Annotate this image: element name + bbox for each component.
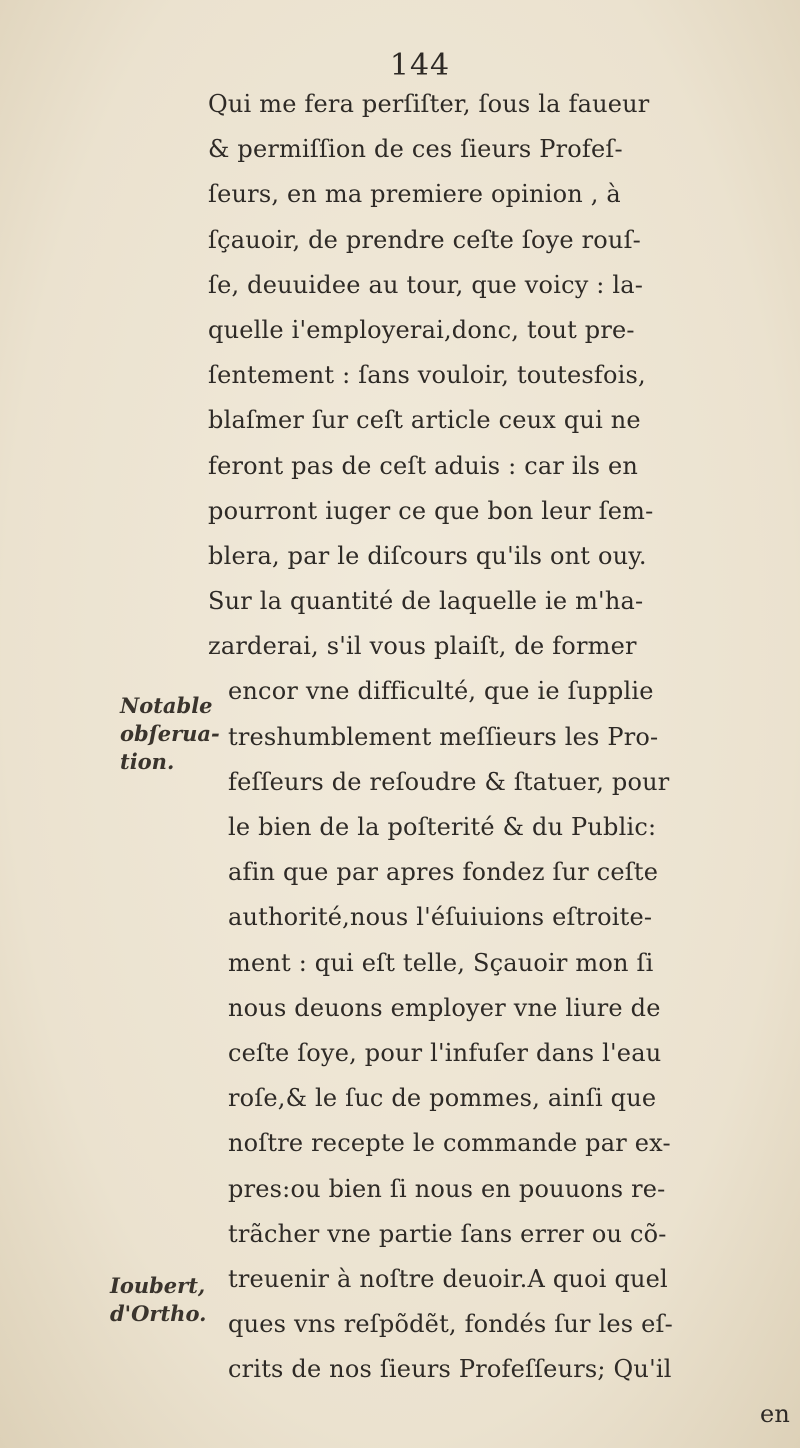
text-line: treuenir à noſtre deuoir.A quoi quel: [228, 1264, 668, 1293]
text-line: treshumblement meſſieurs les Pro-: [228, 722, 659, 751]
catchword: en: [759, 1400, 790, 1429]
text-line: noſtre recepte le commande par ex-: [228, 1129, 671, 1158]
margin-note-joubert: [110, 1272, 206, 1328]
body-text: [208, 82, 798, 1438]
margin-note-line: tion.: [120, 749, 175, 774]
text-line: ſçauoir, de prendre ceſte ſoye rouſ-: [208, 225, 641, 254]
margin-note-line: Notable: [120, 693, 213, 718]
text-line: pres:ou bien ſi nous en pouuons re-: [228, 1174, 666, 1203]
text-line: authorité,nous l'éſuiuions eſtroite-: [228, 903, 653, 932]
page-number: 144: [389, 48, 451, 83]
text-line: roſe,& le ſuc de pommes, ainſi que: [228, 1084, 657, 1113]
text-line: ſe, deuuidee au tour, que voicy : la-: [208, 270, 644, 299]
text-line: ſeurs, en ma premiere opinion , à: [208, 180, 621, 209]
margin-note-line: obſerua-: [120, 721, 220, 746]
text-line: Qui me fera perſiſter, ſous la faueur: [208, 90, 650, 118]
text-line: encor vne difficulté, que ie ſupplie: [228, 677, 654, 706]
text-line: nous deuons employer vne liure de: [228, 993, 661, 1022]
text-line: afin que par apres fondez ſur ceſte: [228, 858, 659, 887]
text-line: ſentement : ſans vouloir, toutesfois,: [208, 361, 646, 390]
text-line: ceſte ſoye, pour l'infuſer dans l'eau: [228, 1038, 662, 1067]
text-line: quelle i'employerai,donc, tout pre-: [208, 315, 635, 344]
text-line: crits de nos ſieurs Profeſſeurs; Qu'il: [228, 1355, 672, 1384]
text-line: Sur la quantité de laquelle ie m'ha-: [208, 587, 644, 616]
text-line: trãcher vne partie ſans errer ou cõ-: [228, 1219, 667, 1248]
text-line: feront pas de ceſt aduis : car ils en: [208, 451, 639, 480]
text-line: le bien de la poſterité & du Public:: [228, 813, 657, 841]
text-line: ques vns reſpõdẽt, fondés ſur les eſ-: [228, 1310, 673, 1339]
text-line: zarderai, s'il vous plaiſt, de former: [208, 632, 637, 661]
margin-note-notable: [120, 692, 220, 776]
margin-note-line: Ioubert,: [110, 1273, 206, 1298]
text-line: blaſmer ſur ceſt article ceux qui ne: [208, 406, 641, 435]
text-line: & permiſſion de ces ſieurs Profeſ-: [208, 135, 623, 164]
text-line: blera, par le diſcours qu'ils ont ouy.: [208, 541, 647, 570]
margin-note-line: d'Ortho.: [110, 1301, 207, 1326]
text-line: pourront iuger ce que bon leur ſem-: [208, 496, 654, 525]
text-line: feſſeurs de reſoudre & ſtatuer, pour: [228, 767, 670, 796]
text-line: ment : qui eſt telle, Sçauoir mon ſi: [228, 948, 654, 977]
